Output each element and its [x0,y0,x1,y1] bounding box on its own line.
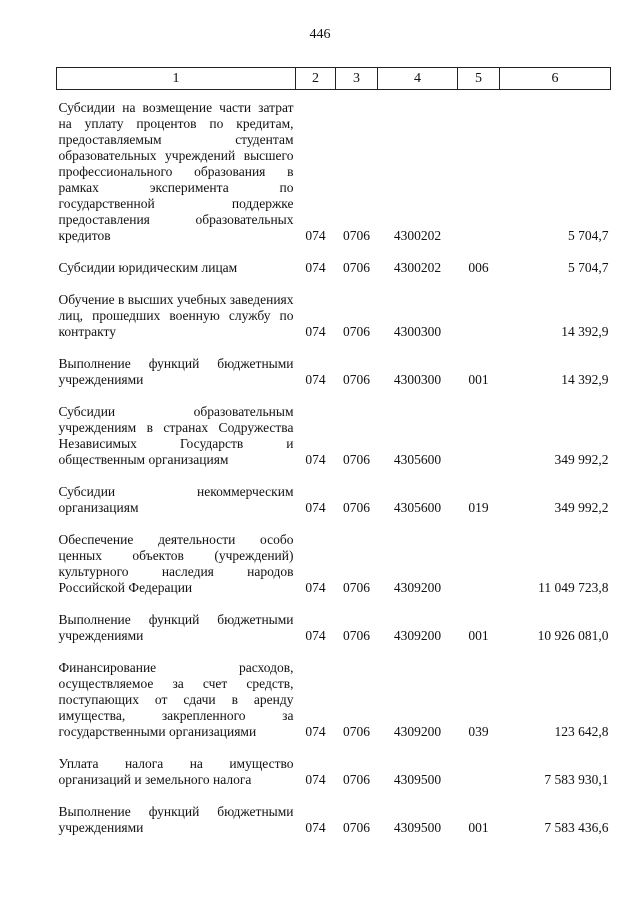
row-ministry: 074 [305,260,326,275]
row-article: 4300202 [393,228,442,243]
row-section: 0706 [343,372,370,387]
row-ministry: 074 [305,724,326,739]
row-section: 0706 [343,772,370,787]
row-section: 0706 [343,628,370,643]
budget-table [56,67,611,836]
column-header-ministry: 2 [296,68,336,90]
row-name: Выполнение функций бюджетными учреждениями [58,804,294,835]
row-section: 0706 [343,500,370,515]
row-section: 0706 [343,580,370,595]
row-amount: 14 392,9 [561,372,609,387]
row-article: 4300300 [393,372,442,387]
row-name: Финансирование расходов, осуществляемое за счет средств, поступающих от сдачи в аренду имущества, закрепленного за государственными организациями [58,660,294,739]
row-amount: 5 704,7 [568,260,609,275]
page-number: 446 [309,27,331,42]
row-amount: 7 583 930,1 [544,772,609,787]
row-amount: 349 992,2 [554,452,609,467]
row-name: Обучение в высших учебных заведениях лиц, прошедших военную службу по контракту [58,292,294,339]
row-name: Обеспечение деятельности особо ценных объектов (учреждений) культурного наследия народов Российской Федерации [58,532,294,595]
table-row [57,388,611,468]
table-body [57,90,611,837]
table-row [57,276,611,340]
row-ministry: 074 [305,452,326,467]
row-ministry: 074 [305,820,326,835]
table-header [57,68,611,90]
row-ministry: 074 [305,628,326,643]
row-article: 4309200 [393,724,442,739]
row-type: 006 [468,260,489,275]
row-section: 0706 [343,820,370,835]
row-name: Уплата налога на имущество организаций и земельного налога [58,756,294,787]
row-article: 4305600 [393,452,442,467]
row-amount: 7 583 436,6 [544,820,609,835]
table-row [57,644,611,740]
table-row [57,788,611,836]
row-amount: 123 642,8 [554,724,609,739]
table-row [57,596,611,644]
row-type [458,90,500,245]
row-article: 4300202 [393,260,442,275]
row-section: 0706 [343,724,370,739]
row-amount: 10 926 081,0 [537,628,609,643]
row-name: Субсидии некоммерческим организациям [58,484,294,515]
row-type: 001 [468,628,489,643]
row-type [458,388,500,468]
row-ministry: 074 [305,372,326,387]
row-article: 4309200 [393,580,442,595]
header-row [57,68,611,90]
column-header-article: 4 [378,68,458,90]
row-ministry: 074 [305,772,326,787]
row-article: 4309500 [393,820,442,835]
row-type: 001 [468,820,489,835]
row-ministry: 074 [305,580,326,595]
row-type: 001 [468,372,489,387]
row-article: 4300300 [393,324,442,339]
row-article: 4305600 [393,500,442,515]
row-name: Субсидии образовательным учреждениям в странах Содружества Независимых Государств и общественным организациям [58,404,294,467]
table-row [57,90,611,245]
row-section: 0706 [343,324,370,339]
table-row [57,516,611,596]
column-header-name: 1 [57,68,296,90]
table-row [57,468,611,516]
column-header-section: 3 [336,68,378,90]
row-amount: 14 392,9 [561,324,609,339]
row-name: Субсидии юридическим лицам [58,260,238,275]
row-type [458,276,500,340]
column-header-amount: 6 [500,68,611,90]
row-amount: 11 049 723,8 [538,580,609,595]
row-ministry: 074 [305,324,326,339]
row-section: 0706 [343,260,370,275]
table-row [57,740,611,788]
row-article: 4309500 [393,772,442,787]
row-section: 0706 [343,228,370,243]
row-ministry: 074 [305,228,326,243]
row-type: 019 [468,500,489,515]
row-article: 4309200 [393,628,442,643]
table-row [57,340,611,388]
row-type [458,516,500,596]
table-row [57,244,611,276]
row-name: Выполнение функций бюджетными учреждениями [58,612,294,643]
row-section: 0706 [343,452,370,467]
row-amount: 5 704,7 [568,228,609,243]
row-ministry: 074 [305,500,326,515]
row-type: 039 [468,724,489,739]
column-header-type: 5 [458,68,500,90]
row-amount: 349 992,2 [554,500,609,515]
row-name: Субсидии на возмещение части затрат на уплату процентов по кредитам, предоставляемым студентам образовательных учреждений высшего профессионального образования в рамках эксперимента по государственной поддержке предоставления образовательных кредитов [58,100,294,243]
row-name: Выполнение функций бюджетными учреждениями [58,356,294,387]
row-type [458,740,500,788]
